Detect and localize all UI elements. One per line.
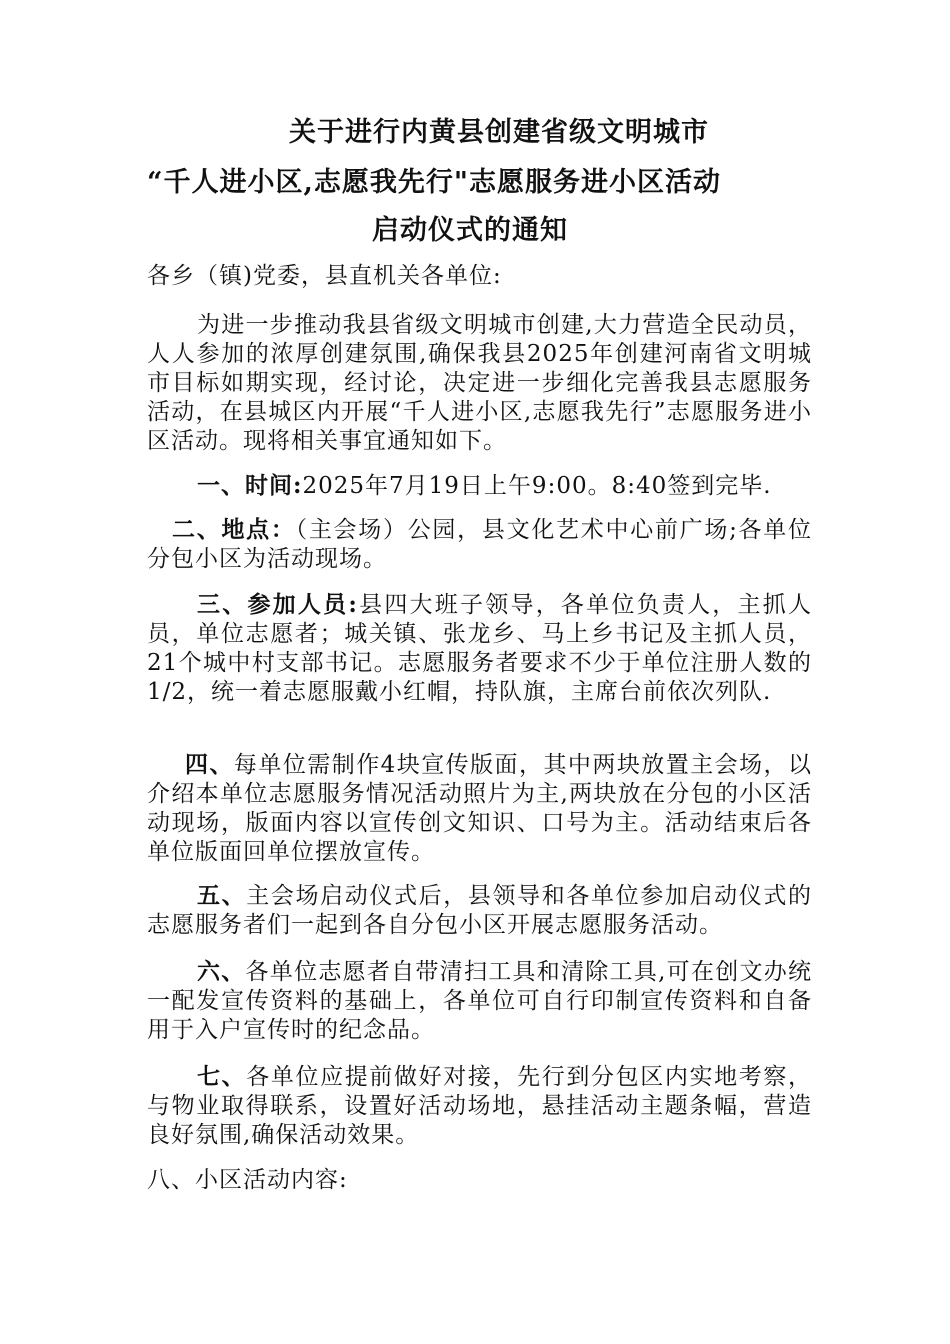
item-location <box>147 515 812 574</box>
salutation: 各乡（镇)党委，县直机关各单位: <box>147 263 502 289</box>
item-label: 一、时间: <box>197 472 303 499</box>
item-text: （主会场）公园，县文化艺术中心前广场;各单位分包小区为活动现场。 <box>147 517 813 572</box>
item-preparation <box>147 1062 812 1150</box>
item-activity-content <box>147 1166 812 1195</box>
item-label: 六、 <box>197 958 246 985</box>
item-tools <box>147 957 812 1045</box>
item-participants <box>147 590 812 707</box>
item-after-ceremony <box>147 881 812 940</box>
item-text: 主会场启动仪式后，县领导和各单位参加启动仪式的志愿服务者们一起到各自分包小区开展志愿服务活动。 <box>147 883 812 938</box>
item-label: 四、 <box>185 751 234 778</box>
item-text: 各单位应提前做好对接，先行到分包区内实地考察，与物业取得联系，设置好活动场地，悬挂活动主题条幅，营造良好氛围,确保活动效果。 <box>147 1064 812 1148</box>
item-text: 2025年7月19日上午9:00。8:40签到完毕. <box>302 473 772 499</box>
item-label: 五、 <box>197 882 247 909</box>
title-line-2: “千人进小区,志愿我先行"志愿服务进小区活动 <box>147 167 721 198</box>
item-label: 三、参加人员: <box>197 591 358 618</box>
item-label: 七、 <box>197 1063 247 1090</box>
item-text: 各单位志愿者自带清扫工具和清除工具,可在创文办统一配发宣传资料的基础上，各单位可自行印制宣传资料和自备用于入户宣传时的纪念品。 <box>147 959 813 1043</box>
item-text: 每单位需制作4块宣传版面，其中两块放置主会场，以介绍本单位志愿服务情况活动照片为主,两块放在分包的小区活动现场，版面内容以宣传创文知识、口号为主。活动结束后各单位版面回单位摆放宣传。 <box>147 752 813 865</box>
item-text: 县四大班子领导，各单位负责人，主抓人员，单位志愿者；城关镇、张龙乡、马上乡书记及主抓人员，21个城中村支部书记。志愿服务者要求不少于单位注册人数的1/2，统一着志愿服戴小红帽，持队旗，主席台前依次列队. <box>147 592 813 705</box>
item-time <box>147 471 812 501</box>
item-display-boards <box>147 750 812 867</box>
item-label: 八、小区活动内容: <box>147 1167 348 1193</box>
title-line-3: 启动仪式的通知 <box>372 215 568 246</box>
item-label: 二、地点： <box>172 516 296 543</box>
title-line-1: 关于进行内黄县创建省级文明城市 <box>289 117 709 148</box>
intro-paragraph: 为进一步推动我县省级文明城市创建,大力营造全民动员，人人参加的浓厚创建氛围,确保我县2025年创建河南省文明城市目标如期实现，经讨论，决定进一步细化完善我县志愿服务活动，在县城区内开展“千人进小区,志愿我先行”志愿服务进小区活动。现将相关事宜通知如下。 <box>147 312 812 454</box>
